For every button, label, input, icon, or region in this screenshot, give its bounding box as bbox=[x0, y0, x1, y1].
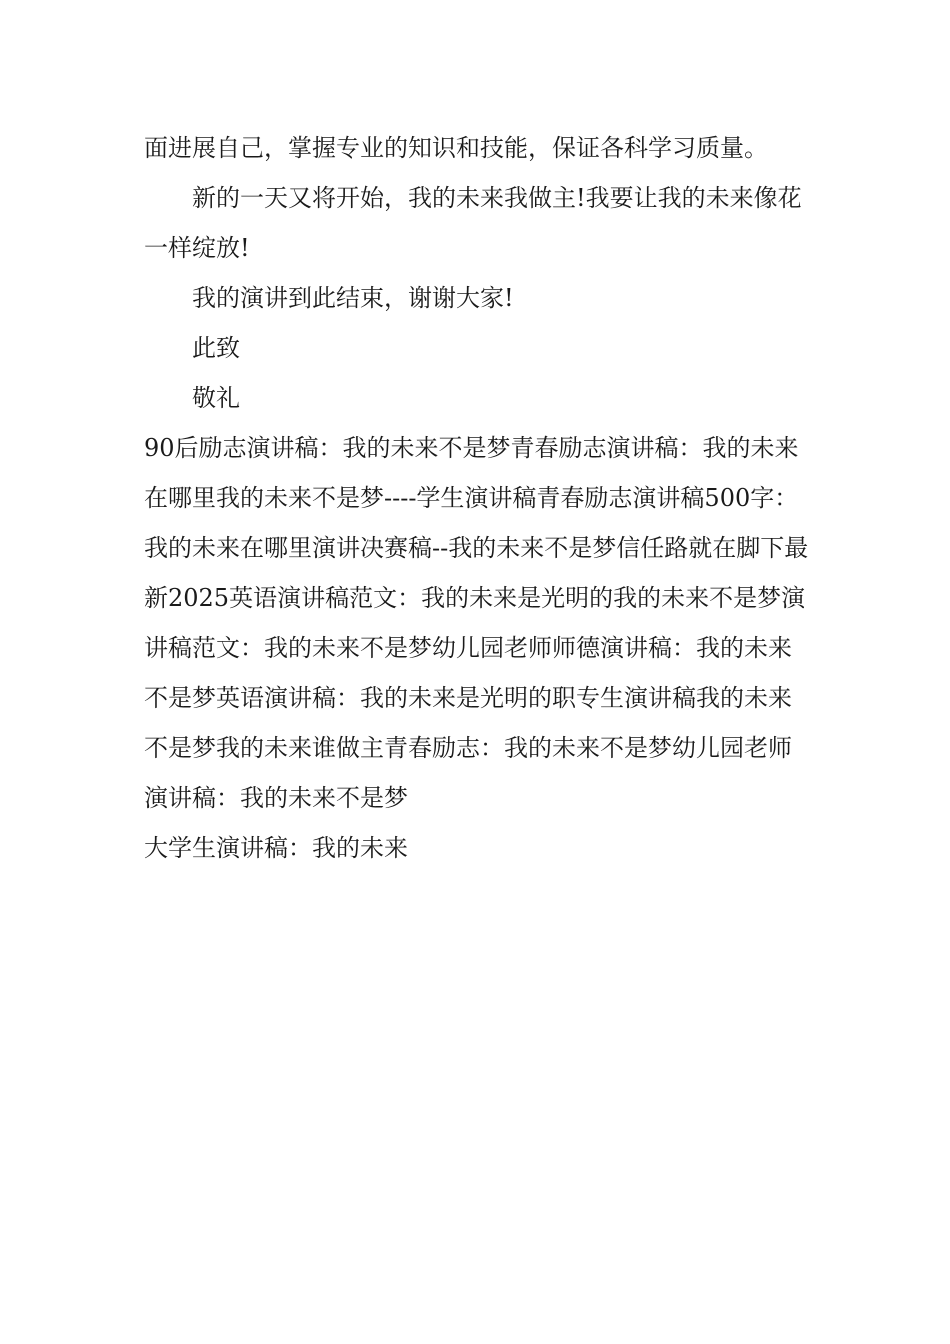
paragraph-closing: 我的演讲到此结束，谢谢大家! bbox=[192, 284, 514, 312]
related-titles-list: 90后励志演讲稿：我的未来不是梦青春励志演讲稿：我的未来在哪里我的未来不是梦----学生演讲稿青春励志演讲稿500字：我的未来在哪里演讲决赛稿--我的未来不是梦信任路就在脚下最新2025英语演讲稿范文：我的未来是光明的我的未来不是梦演讲稿范文：我的未来不是梦幼儿园老师师德演讲稿：我的未来不是梦英语演讲稿：我的未来是光明的职专生演讲稿我的未来不是梦我的未来谁做主青春励志：我的未来不是梦幼儿园老师演讲稿：我的未来不是梦 bbox=[144, 434, 809, 812]
paragraph-future: 新的一天又将开始，我的未来我做主!我要让我的未来像花一样绽放! bbox=[144, 184, 802, 262]
salutation-cizhi: 此致 bbox=[192, 334, 240, 362]
salutation-jingli: 敬礼 bbox=[192, 384, 240, 412]
next-article-title: 大学生演讲稿：我的未来 bbox=[144, 834, 408, 862]
paragraph-continuation: 面进展自己，掌握专业的知识和技能，保证各科学习质量。 bbox=[144, 134, 768, 162]
document-body bbox=[144, 123, 809, 873]
